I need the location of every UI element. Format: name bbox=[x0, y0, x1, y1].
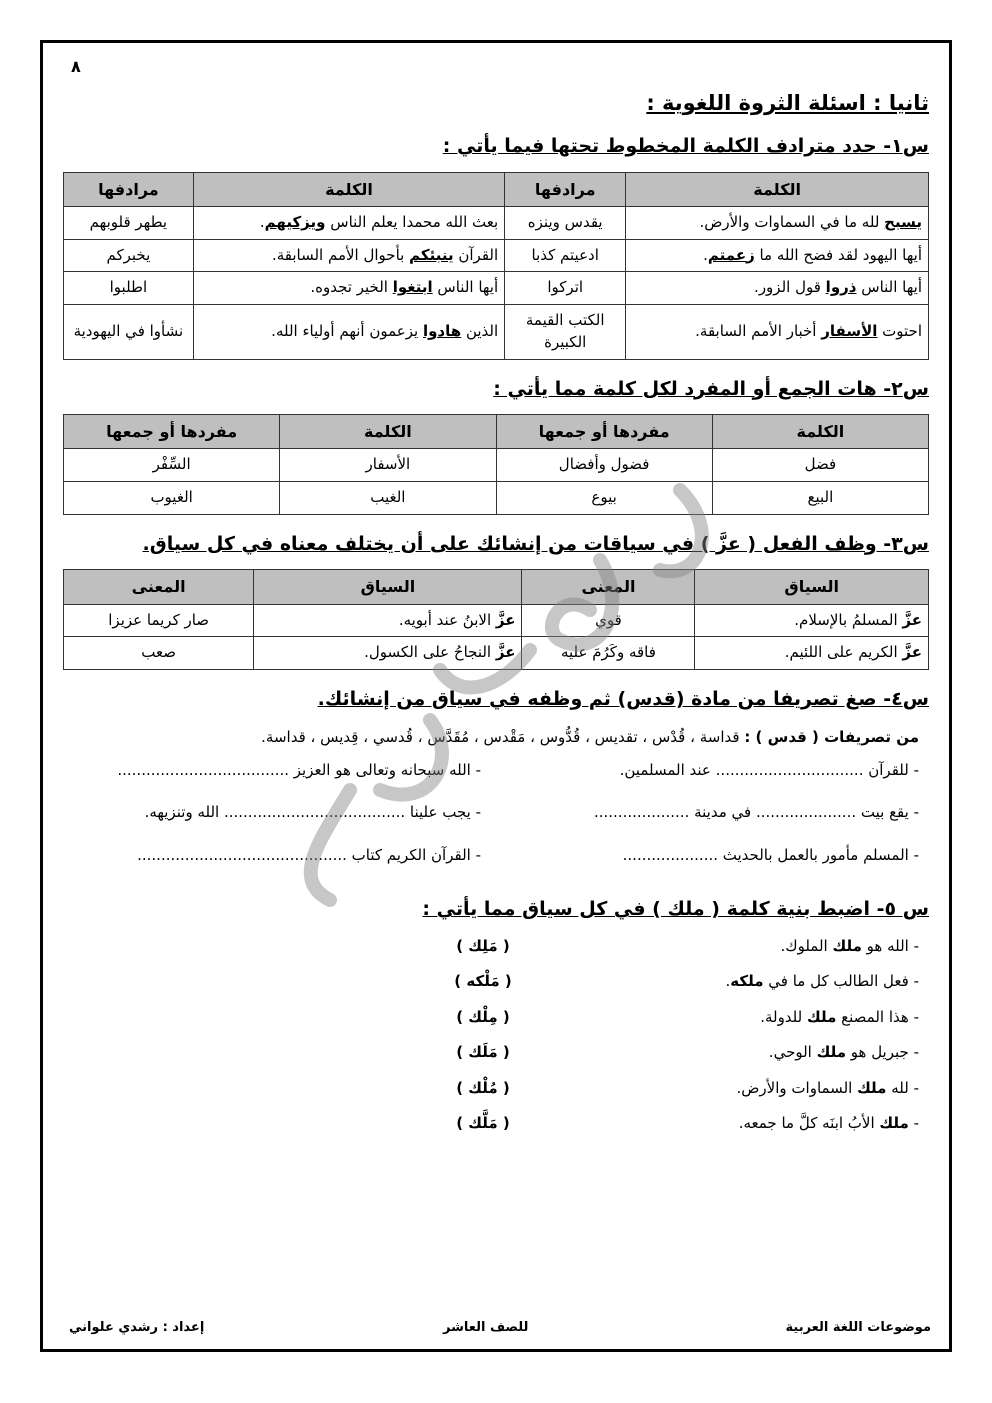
context-cell bbox=[254, 637, 522, 670]
text: أيها الناس bbox=[432, 278, 499, 297]
text: أخبار الأمم السابقة. bbox=[695, 321, 822, 340]
q5-row bbox=[73, 970, 919, 993]
column-header: مفردها أو جمعها bbox=[496, 415, 712, 449]
verb: عزَّ bbox=[902, 643, 922, 662]
target-word: ملك bbox=[816, 1043, 846, 1062]
table-row bbox=[64, 449, 929, 482]
meaning-cell: صار كريما عزيزا bbox=[64, 604, 254, 637]
q1-title: س١- حدد مترادف الكلمة المخطوط تحتها فيما يأتي : bbox=[442, 135, 929, 157]
target-word: ملكه bbox=[730, 972, 764, 991]
sentence-cell bbox=[193, 206, 504, 239]
q5-sentence bbox=[780, 935, 919, 958]
sentence-cell bbox=[193, 272, 504, 305]
underlined-word: ذروا bbox=[825, 278, 857, 297]
verb: عزَّ bbox=[495, 643, 516, 662]
q3-table bbox=[63, 569, 929, 670]
sentence-cell bbox=[193, 305, 504, 360]
column-header: المعنى bbox=[64, 570, 254, 604]
column-header: الكلمة bbox=[712, 415, 928, 449]
meaning-cell: قوي bbox=[522, 604, 695, 637]
table-header-row bbox=[64, 172, 929, 206]
page-number: ٨ bbox=[71, 57, 81, 76]
fill-line[interactable]: - الله سبحانه وتعالى هو العزيز .................................... bbox=[117, 760, 481, 779]
column-header: السياق bbox=[254, 570, 522, 604]
meaning-cell: فاقه وكَرُمَ عليه bbox=[522, 637, 695, 670]
context-cell bbox=[695, 637, 929, 670]
text: قول الزور. bbox=[754, 278, 826, 297]
text: . bbox=[725, 972, 731, 991]
footer-author: إعداد : رشدي علواني bbox=[69, 1320, 205, 1335]
answer-cell: السِّفْر bbox=[64, 449, 280, 482]
text: الذين bbox=[461, 321, 499, 340]
table-header-row bbox=[64, 570, 929, 604]
sentence-cell bbox=[626, 239, 929, 272]
table-row bbox=[64, 637, 929, 670]
text: الوحي. bbox=[768, 1043, 817, 1062]
q5-title: س ٥- اضبط بنية كلمة ( ملك ) في كل سياق مما يأتي : bbox=[422, 898, 929, 921]
synonym-cell: اطلبوا bbox=[64, 272, 194, 305]
synonym-cell: يقدس وينزه bbox=[505, 206, 626, 239]
q5-row bbox=[73, 1077, 919, 1100]
context-cell bbox=[254, 604, 522, 637]
text: - هذا المصنع bbox=[836, 1007, 919, 1026]
underlined-word: الأسفار bbox=[821, 321, 878, 340]
target-word: ملك bbox=[879, 1114, 909, 1133]
underlined-word: ويزكيهم bbox=[264, 212, 326, 231]
q5-sentence bbox=[739, 1112, 919, 1135]
table-header-row bbox=[64, 415, 929, 449]
footer-grade: للصف العاشر bbox=[443, 1320, 529, 1335]
text: الخير تجدوه. bbox=[310, 278, 393, 297]
text: أيها الناس bbox=[856, 278, 922, 297]
q5-sentence bbox=[769, 1041, 919, 1064]
synonym-cell: الكتب القيمة الكبيرة bbox=[505, 305, 626, 360]
verb: عزَّ bbox=[495, 610, 516, 629]
text: لله ما في السماوات والأرض. bbox=[699, 212, 885, 231]
table-row bbox=[64, 239, 929, 272]
underlined-word: زعمتم bbox=[707, 245, 755, 264]
q5-row bbox=[73, 1006, 919, 1029]
text: الكريم على اللئيم. bbox=[784, 643, 903, 662]
text: . bbox=[703, 245, 708, 264]
column-header: مرادفها bbox=[505, 172, 626, 206]
word-cell: الأسفار bbox=[280, 449, 496, 482]
verb: عزَّ bbox=[902, 610, 922, 629]
q2-title: س٢- هات الجمع أو المفرد لكل كلمة مما يأتي : bbox=[493, 377, 929, 400]
synonym-cell: يطهر قلوبهم bbox=[64, 206, 194, 239]
q5-answer: ( مَلَك ) bbox=[456, 1043, 510, 1062]
word-cell: الغيب bbox=[280, 482, 496, 515]
q5-list bbox=[63, 935, 929, 1135]
text: احتوت bbox=[877, 321, 922, 340]
q5-answer: ( مَلَّك ) bbox=[456, 1114, 510, 1133]
q4-lines bbox=[73, 759, 919, 867]
target-word: ملك bbox=[832, 936, 862, 955]
fill-line[interactable]: - القرآن الكريم كتاب ............................................ bbox=[137, 845, 481, 864]
q4-title: س٤- صغ تصريفا من مادة (قدس) ثم وظفه في سياق من إنشائك. bbox=[317, 688, 929, 711]
q5-row bbox=[73, 1112, 919, 1135]
table-row bbox=[64, 206, 929, 239]
column-header: مفردها أو جمعها bbox=[64, 415, 280, 449]
text: أيها اليهود لقد فضح الله ما bbox=[754, 245, 922, 264]
intro-list: قداسة ، قُدْس ، تقديس ، قُدُّوس ، مَقْدس ، مُقَدَّس ، قُدسي ، قِديس ، قداسة. bbox=[261, 727, 745, 746]
fill-line[interactable]: - المسلم مأمور بالعمل بالحديث .................... bbox=[622, 845, 919, 864]
q5-row bbox=[73, 935, 919, 958]
target-word: ملك bbox=[857, 1078, 887, 1097]
table-row bbox=[64, 482, 929, 515]
text: النجاحُ على الكسول. bbox=[364, 643, 496, 662]
q4-intro bbox=[63, 725, 919, 749]
text: القرآن bbox=[453, 245, 499, 264]
text: بأحوال الأمم السابقة. bbox=[271, 245, 410, 264]
text: الملوك. bbox=[780, 936, 833, 955]
footer-subject: موضوعات اللغة العربية bbox=[785, 1320, 931, 1335]
column-header: السياق bbox=[695, 570, 929, 604]
meaning-cell: صعب bbox=[64, 637, 254, 670]
column-header: الكلمة bbox=[626, 172, 929, 206]
text: بعث الله محمدا يعلم الناس bbox=[325, 212, 499, 231]
table-row bbox=[64, 305, 929, 360]
q5-answer: ( مَلِك ) bbox=[456, 936, 510, 955]
context-cell bbox=[695, 604, 929, 637]
text: المسلمُ بالإسلام. bbox=[794, 610, 903, 629]
column-header: الكلمة bbox=[193, 172, 504, 206]
sentence-cell bbox=[626, 272, 929, 305]
intro-label: من تصريفات ( قدس ) : bbox=[744, 727, 919, 746]
page-border bbox=[40, 40, 952, 1352]
sentence-cell bbox=[626, 305, 929, 360]
q5-sentence bbox=[760, 1006, 919, 1029]
q5-answer: ( مُلْك ) bbox=[456, 1078, 510, 1097]
text: الابنُ عند أبويه. bbox=[398, 610, 496, 629]
text: - فعل الطالب كل ما في bbox=[763, 972, 919, 991]
column-header: مرادفها bbox=[64, 172, 194, 206]
fill-line[interactable]: - للقرآن ............................... عند المسلمين. bbox=[619, 760, 919, 779]
text: - جبريل هو bbox=[846, 1043, 919, 1062]
q2-table bbox=[63, 414, 929, 515]
q5-sentence bbox=[726, 970, 920, 993]
word-cell: فضل bbox=[712, 449, 928, 482]
q5-answer: ( مِلْك ) bbox=[456, 1007, 510, 1026]
q5-row bbox=[73, 1041, 919, 1064]
fill-line[interactable]: - يجب علينا ...................................... الله وتنزيهه. bbox=[144, 803, 481, 822]
table-row bbox=[64, 272, 929, 305]
q5-answer: ( مَلْكه ) bbox=[454, 972, 512, 991]
text: السماوات والأرض. bbox=[736, 1078, 858, 1097]
answer-cell: فضول وأفضال bbox=[496, 449, 712, 482]
column-header: المعنى bbox=[522, 570, 695, 604]
sentence-cell bbox=[626, 206, 929, 239]
q1-table bbox=[63, 172, 929, 360]
target-word: ملك bbox=[807, 1007, 837, 1026]
underlined-word: ابتغوا bbox=[392, 278, 433, 297]
text: . bbox=[259, 212, 265, 231]
table-row bbox=[64, 604, 929, 637]
text: - الله هو bbox=[861, 936, 919, 955]
q3-title: س٣- وظف الفعل ( عزَّ ) في سياقات من إنشائك على أن يختلف معناه في كل سياق. bbox=[142, 532, 929, 555]
text: - bbox=[908, 1114, 919, 1133]
text: للدولة. bbox=[760, 1007, 807, 1026]
synonym-cell: ادعيتم كذبا bbox=[505, 239, 626, 272]
synonym-cell: يخبركم bbox=[64, 239, 194, 272]
answer-cell: بيوع bbox=[496, 482, 712, 515]
text: الأبُ ابنَه كلَّ ما جمعه. bbox=[738, 1114, 880, 1133]
underlined-word: ينبئكم bbox=[409, 245, 454, 264]
q5-sentence bbox=[737, 1077, 919, 1100]
underlined-word: يسبح bbox=[884, 212, 922, 231]
word-cell: البيع bbox=[712, 482, 928, 515]
synonym-cell: نشأوا في اليهودية bbox=[64, 305, 194, 360]
synonym-cell: اتركوا bbox=[505, 272, 626, 305]
text: - لله bbox=[886, 1078, 919, 1097]
main-title: ثانيا : اسئلة الثروة اللغوية : bbox=[646, 91, 929, 115]
underlined-word: هادوا bbox=[422, 321, 462, 340]
column-header: الكلمة bbox=[280, 415, 496, 449]
text: يزعمون أنهم أولياء الله. bbox=[271, 321, 423, 340]
fill-line[interactable]: - يقع بيت ..................... في مدينة .................... bbox=[593, 803, 919, 822]
answer-cell: الغيوب bbox=[64, 482, 280, 515]
sentence-cell bbox=[193, 239, 504, 272]
